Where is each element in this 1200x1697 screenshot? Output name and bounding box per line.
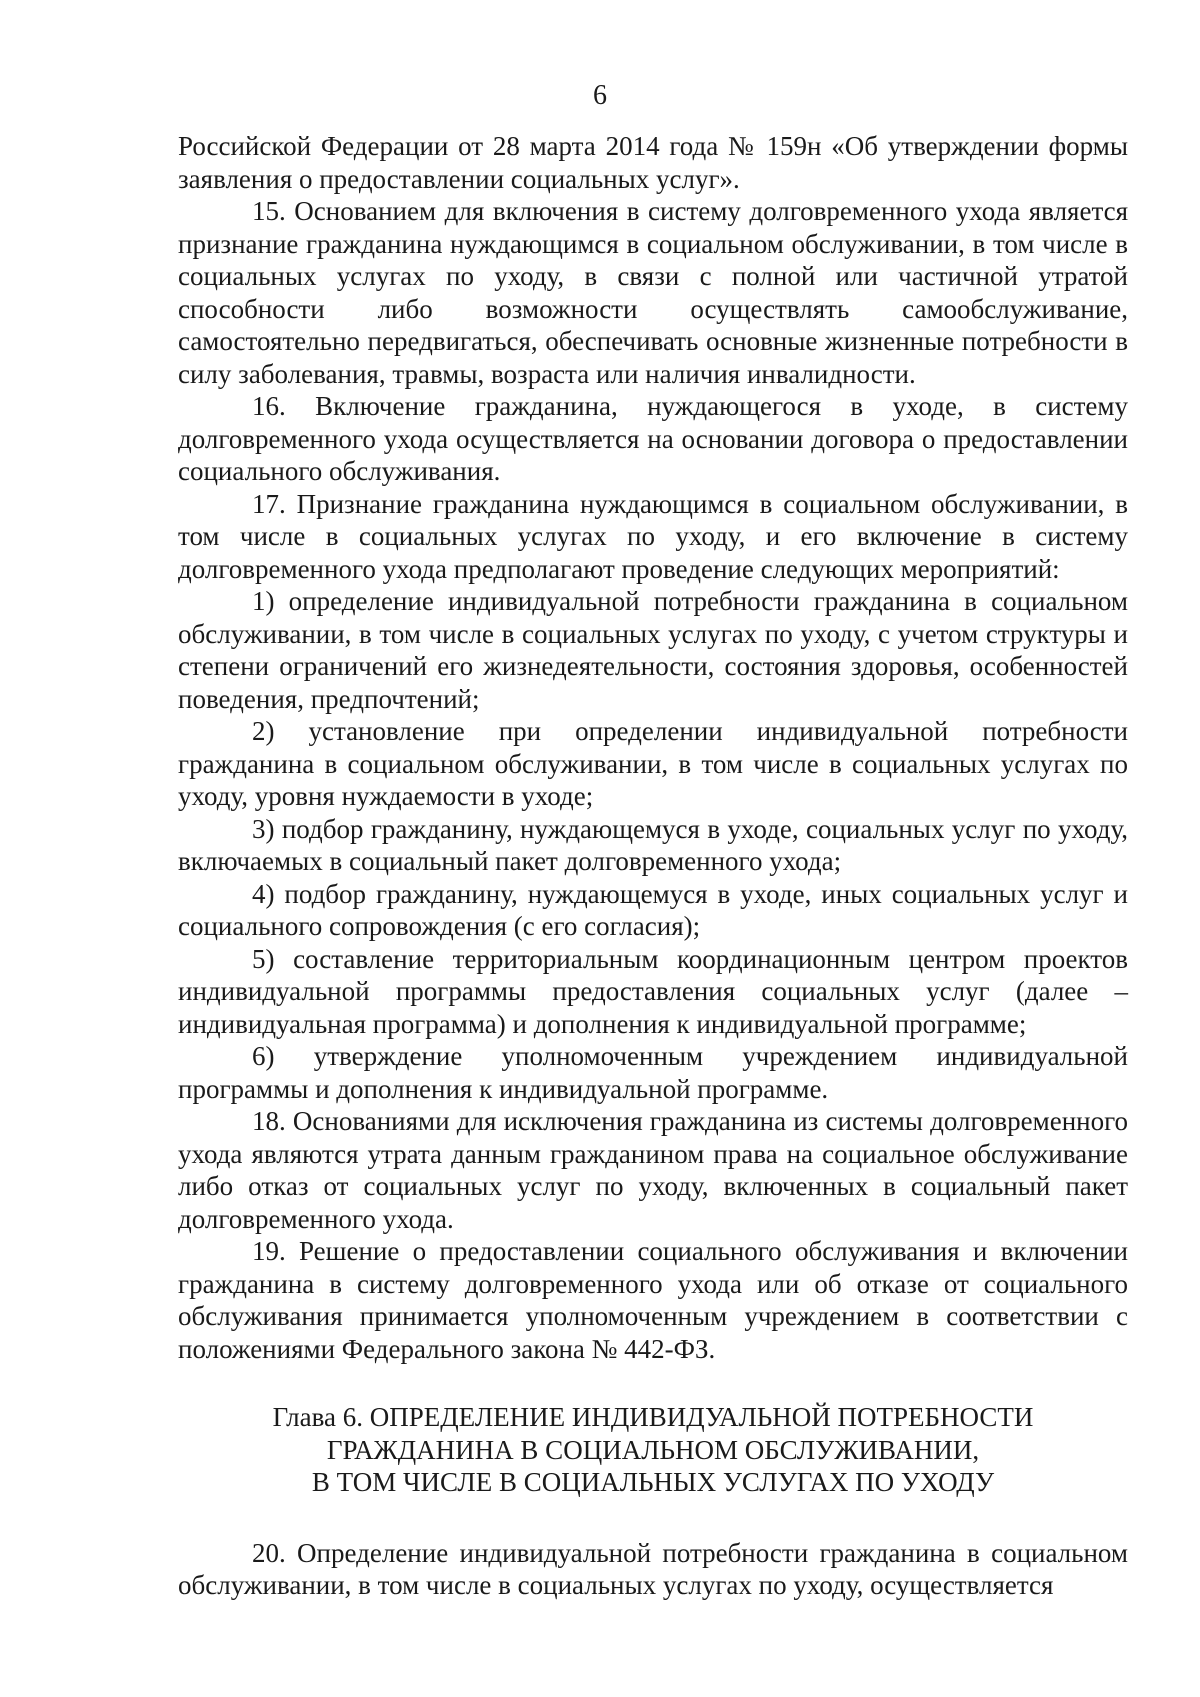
list-item-17-1: 1) определение индивидуальной потребности гражданина в социальном обслуживании, в том числе в социальных услугах по уходу, с учетом структуры и степени ограничений его жизнедеятельности, состояния здоровья, особенностей поведения, предпочтений; xyxy=(178,586,1128,714)
list-item-17-3: 3) подбор гражданину, нуждающемуся в уходе, социальных услуг по уходу, включаемых в социальный пакет долговременного ухода; xyxy=(178,813,1128,876)
list-item-17-4: 4) подбор гражданину, нуждающемуся в уходе, иных социальных услуг и социального сопровождения (с его согласия); xyxy=(178,878,1128,941)
chapter-heading xyxy=(178,1401,1128,1499)
chapter-heading-line-2: ГРАЖДАНИНА В СОЦИАЛЬНОМ ОБСЛУЖИВАНИИ, xyxy=(326,1434,980,1465)
list-item-17-6: 6) утверждение уполномоченным учреждением индивидуальной программы и дополнения к индивидуальной программе. xyxy=(178,1041,1128,1104)
chapter-heading-line-3: В ТОМ ЧИСЛЕ В СОЦИАЛЬНЫХ УСЛУГАХ ПО УХОДУ xyxy=(311,1467,995,1497)
paragraph-continuation: Российской Федерации от 28 марта 2014 года № 159н «Об утверждении формы заявления о предоставлении социальных услуг». xyxy=(178,131,1128,194)
chapter-heading-line-1: Глава 6. ОПРЕДЕЛЕНИЕ ИНДИВИДУАЛЬНОЙ ПОТРЕБНОСТИ xyxy=(272,1402,1034,1432)
list-item-17-5: 5) составление территориальным координационным центром проектов индивидуальной программы предоставления социальных услуг (далее – индивидуальная программа) и дополнения к индивидуальной программе; xyxy=(178,943,1128,1039)
paragraph-19: 19. Решение о предоставлении социального обслуживания и включении гражданина в систему долговременного ухода или об отказе от социального обслуживания принимается уполномоченным учреждением в соответствии с положениями Федерального закона № 442-ФЗ. xyxy=(178,1236,1128,1364)
paragraph-15: 15. Основанием для включения в систему долговременного ухода является признание гражданина нуждающимся в социальном обслуживании, в том числе в социальных услугах по уходу, в связи с полной или частичной утратой способности либо возможности осуществлять самообслуживание, самостоятельно передвигаться, обеспечивать основные жизненные потребности в силу заболевания, травмы, возраста или наличия инвалидности. xyxy=(178,196,1128,389)
document-body xyxy=(178,130,1128,1602)
paragraph-18: 18. Основаниями для исключения гражданина из системы долговременного ухода являются утрата данным гражданином права на социальное обслуживание либо отказ от социальных услуг по уходу, включенных в социальный пакет долговременного ухода. xyxy=(178,1106,1128,1234)
page-number: 6 xyxy=(593,80,607,111)
list-item-17-2: 2) установление при определении индивидуальной потребности гражданина в социальном обслуживании, в том числе в социальных услугах по уходу, уровня нуждаемости в уходе; xyxy=(178,716,1128,811)
paragraph-20: 20. Определение индивидуальной потребности гражданина в социальном обслуживании, в том числе в социальных услугах по уходу, осуществляется xyxy=(178,1537,1128,1600)
paragraph-16: 16. Включение гражданина, нуждающегося в уходе, в систему долговременного ухода осуществляется на основании договора о предоставлении социального обслуживания. xyxy=(178,391,1128,486)
paragraph-17: 17. Признание гражданина нуждающимся в социальном обслуживании, в том числе в социальных услугах по уходу, и его включение в систему долговременного ухода предполагают проведение следующих мероприятий: xyxy=(178,488,1128,584)
